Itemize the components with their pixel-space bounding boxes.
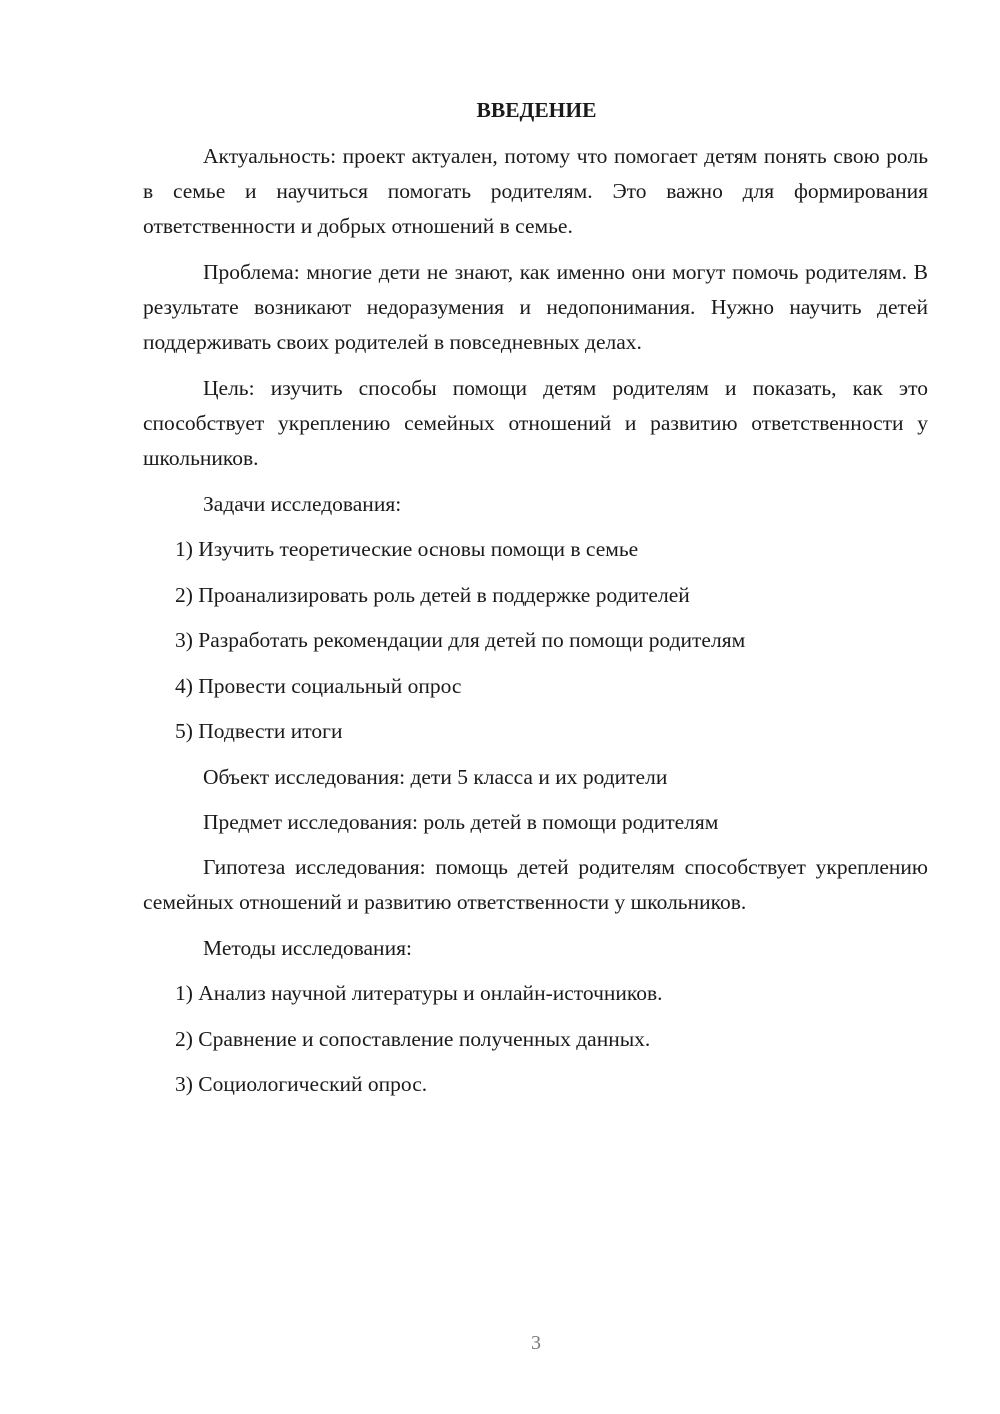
goal-paragraph: Цель: изучить способы помощи детям родителям и показать, как это способствует укреплению семейных отношений и развитию ответственности у школьников. (143, 376, 928, 470)
methods-label: Методы исследования: (203, 936, 412, 960)
object-line: Объект исследования: дети 5 класса и их родители (203, 765, 668, 789)
method-item: 3) Социологический опрос. (175, 1072, 428, 1096)
relevance-paragraph: Актуальность: проект актуален, потому что помогает детям понять свою роль в семье и научиться помогать родителям. Это важно для формирования ответственности и добрых отношений в семье. (143, 144, 928, 238)
section-heading: ВВЕДЕНИЕ (476, 98, 597, 122)
subject-line: Предмет исследования: роль детей в помощи родителям (203, 810, 719, 834)
task-item: 4) Провести социальный опрос (175, 673, 462, 698)
tasks-list (143, 532, 928, 749)
task-item: 3) Разработать рекомендации для детей по помощи родителям (175, 628, 746, 652)
page-number: 3 (531, 1332, 541, 1354)
page-content (143, 93, 928, 1113)
task-item: 1) Изучить теоретические основы помощи в семье (175, 537, 639, 561)
method-item: 2) Сравнение и сопоставление полученных данных. (175, 1026, 651, 1051)
hypothesis-paragraph: Гипотеза исследования: помощь детей родителям способствует укреплению семейных отношений и развитию ответственности у школьников. (143, 855, 928, 914)
method-item: 1) Анализ научной литературы и онлайн-источников. (175, 981, 663, 1005)
task-item: 5) Подвести итоги (175, 719, 343, 743)
problem-paragraph: Проблема: многие дети не знают, как именно они могут помочь родителям. В результате возникают недоразумения и недопонимания. Нужно научить детей поддерживать своих родителей в повседневных делах. (143, 260, 928, 354)
task-item: 2) Проанализировать роль детей в поддержке родителей (175, 582, 690, 607)
methods-list (143, 976, 928, 1102)
tasks-label: Задачи исследования: (203, 492, 402, 516)
